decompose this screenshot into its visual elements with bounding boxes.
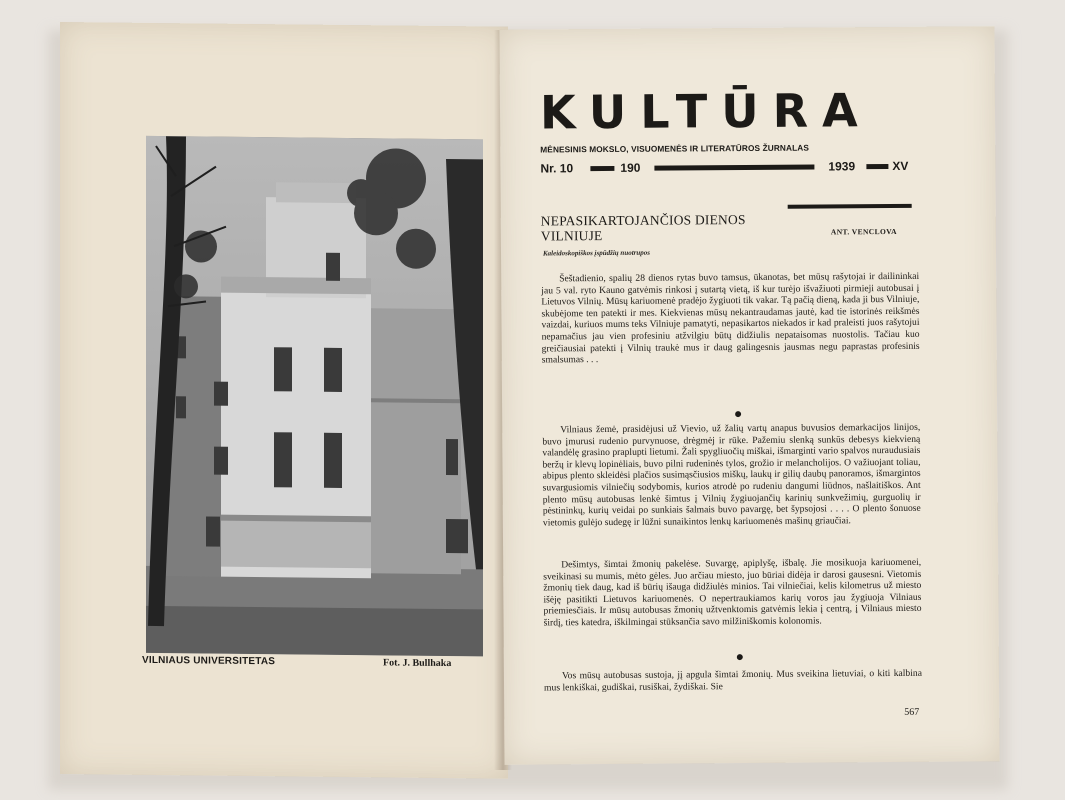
article-title-line1: NEPASIKARTOJANČIOS DIENOS xyxy=(540,212,746,229)
paragraph-4: Vos mūsų autobusas sustoja, jį apgula šimtai žmonių. Mus sveikina lietuviai, o kiti kalbina mus lenkiškai, gudiškai, rusiškai, žydiškai. Sie xyxy=(543,667,922,694)
article-paragraph xyxy=(541,271,920,366)
issue-volume: XV xyxy=(892,158,909,173)
paragraph-1: Šeštadienio, spalių 28 dienos rytas buvo tamsus, ūkanotas, bet mūsų rašytojai ir dailininkai jau 5 val. ryto Kauno gatvėmis rinkosi į sutartą vietą, iš kur turėjo išvažiuoti pirmieji autobusai į Lietuvos Vilnių. Mūsų kariuomenė pradėjo žygiuoti tik vakar. Tą pačią dieną, kada ji bus Vilniuje, skubėjome ten patekti ir mes. Kiekvienas mūsų nekantraudamas jautė, kad tie istorinės reikšmės vaizdai, kuriuos mums teks Vilniuje pamatyti, nepasikartos niekados ir kad praleisti juos rašytojui nepamačius jau vien profesiniu atžvilgiu būtų didžiulis nepataisomas nuostolis. Tačiau kuo greičiausiai patekti į Vilnių traukė mus ir daug galingesnis jausmas negu paprastas profesinis smalsumas . . . xyxy=(541,270,920,366)
article-title xyxy=(541,212,746,243)
photo-credit: Fot. J. Bullhaka xyxy=(383,657,452,670)
rule xyxy=(866,164,888,169)
article-paragraph xyxy=(542,422,921,529)
rule xyxy=(654,165,814,171)
article-author: ANT. VENCLOVA xyxy=(830,226,897,237)
issue-sequence: 190 xyxy=(620,160,641,175)
magazine-masthead: KULTŪRA xyxy=(539,83,872,140)
right-page xyxy=(499,26,999,764)
article-paragraph xyxy=(544,668,922,694)
article-kicker: Kaleidoskopiškos įspūdžių nuotrupos xyxy=(542,248,651,258)
issue-year: 1939 xyxy=(828,159,856,174)
decorative-rule xyxy=(788,204,912,209)
section-bullet xyxy=(735,411,741,417)
page-number: 567 xyxy=(904,706,920,718)
rule xyxy=(590,166,614,171)
article-paragraph xyxy=(543,557,921,629)
magazine-subtitle: MĖNESINIS MOKSLO, VISUOMENĖS IR LITERATŪROS ŽURNALAS xyxy=(540,142,810,155)
building-photo-illustration xyxy=(146,136,483,657)
left-page xyxy=(60,22,508,779)
photo-caption: VILNIAUS UNIVERSITETAS xyxy=(142,654,276,668)
issue-number: Nr. 10 xyxy=(540,161,574,176)
paragraph-2: Vilniaus žemė, prasidėjusi už Vievio, už žalių vartų anapus buvusios demarkacijos linijos, buvo įmurusi rudenio purvynuose, drėgmėj ir rūke. Pažemiu slenką sunkūs debesys kiekvieną valandėlę grasino praplupti lietumi. Žali spygliuočių miškai, išmarginti vario spalvos nuraudusiais beržų ir klevų lopinėliais, buvo pilni rudeninės tylos, grožio ir melancholijos. O važiuojant toliau, abipus plento skleidėsi plačios susimąsčiusios miškų, laukų ir gilių daubų panoramos, išmargintos suvargusiomis vilniečių sodybomis, kurios atrodė po rudeniu dangumi liūdnos, našlaitiškos. Ant plento mūsų autobusas lenkė šimtus į Vilnių žygiuojančių karinių sunkvežimių, gurguolių ir pėstininkų, kurių veidai po sunkiais šalmais buvo pavargę, bet šypsojosi . . . . O plento šonuose vietomis gulėjo sudegę ir lūžni sunaikintos lenkų kariuomenės mašinų griaučiai. xyxy=(542,421,921,529)
issue-info-row xyxy=(540,159,916,178)
article-title-line2: VILNIUJE xyxy=(540,228,603,244)
paragraph-3: Dešimtys, šimtai žmonių pakelėse. Suvargę, apiplyšę, išbalę. Jie mosikuoja kariuomenei, sveikinasi su mumis, mėto gėles. Juo arčiau miesto, juo būriai didėja ir darosi gausesni. Vietomis žmonių tiek daug, kad iš būrių išauga didžiulės minios. Tai vilniečiai, kelis kilometrus už miesto išėję pasitikti Lietuvos kariuomenės. O nepertraukiamos karių voros jau žygiuoja Vilniaus priemiesčiais. Ir mūsų autobusas žmonių užtvenktomis gatvėmis lekia į centrą, į Vilniaus miesto širdį, ties katedra, iškilmingai stūksančia savo milžiniškomis kolonomis. xyxy=(543,556,922,629)
section-bullet xyxy=(737,654,743,660)
university-photo xyxy=(146,136,483,657)
